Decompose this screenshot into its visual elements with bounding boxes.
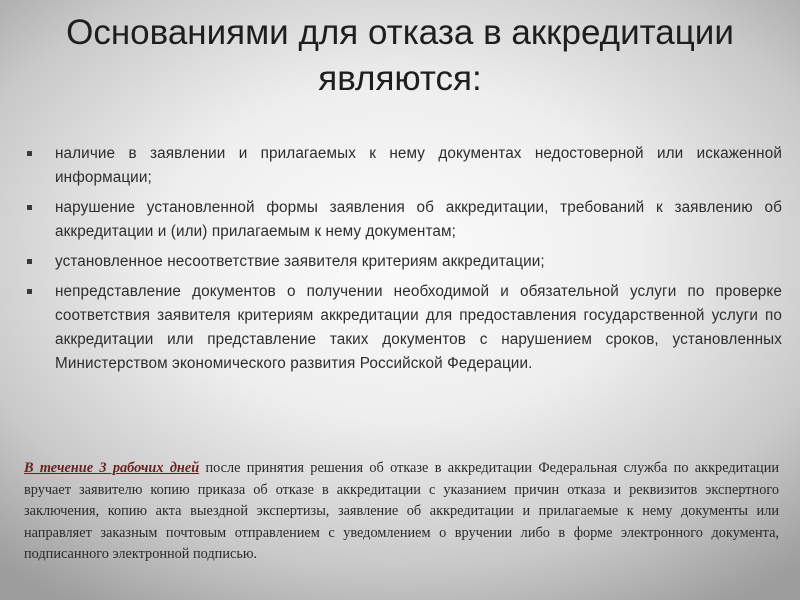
list-item xyxy=(27,142,782,190)
slide-title xyxy=(20,10,780,102)
slide-title-line-2: являются: xyxy=(318,59,482,98)
square-bullet-icon xyxy=(27,151,32,156)
list-item xyxy=(27,250,782,274)
list-item-text: установленное несоответствие заявителя критериям аккредитации; xyxy=(55,253,545,270)
list-item-text: нарушение установленной формы заявления об аккредитации, требований к заявлению об аккредитации и (или) прилагаемым к нему документам; xyxy=(55,199,782,240)
list-item xyxy=(27,280,782,376)
list-item xyxy=(27,196,782,244)
footer-note xyxy=(24,458,779,566)
list-item-text: непредставление документов о получении необходимой и обязательной услуги по проверке соответствия заявителя критериям аккредитации для предоставления государственной услуги по аккредитации или представление таких документов с нарушением сроков, установленных Министерством экономического развития Российской Федерации. xyxy=(55,283,782,372)
square-bullet-icon xyxy=(27,259,32,264)
grounds-list xyxy=(27,142,782,382)
list-item-text: наличие в заявлении и прилагаемых к нему документах недостоверной или искаженной информации; xyxy=(55,145,782,186)
slide-title-line-1: Основаниями для отказа в аккредитации xyxy=(66,13,734,52)
deadline-emphasis: В течение 3 рабочих дней xyxy=(24,460,200,476)
square-bullet-icon xyxy=(27,205,32,210)
square-bullet-icon xyxy=(27,289,32,294)
footer-note-text: после принятия решения об отказе в аккредитации Федеральная служба по аккредитации вручает заявителю копию приказа об отказе в аккредитации с указанием причин отказа и реквизитов экспертного заключения, копию акта выездной экспертизы, заявление об аккредитации и прилагаемые к нему документы или направляет заказным почтовым отправлением с уведомлением о вручении либо в форме электронного документа, подписанного электронной подписью. xyxy=(24,460,779,562)
